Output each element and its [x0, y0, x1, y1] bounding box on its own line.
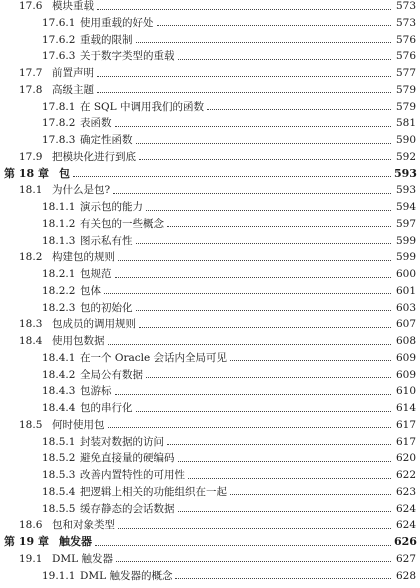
toc-entry-number: 18.2: [19, 251, 43, 264]
toc-entry-title: 把逻辑上相关的功能组织在一起: [80, 485, 227, 498]
toc-entry-page: 600: [395, 268, 416, 280]
toc-subsection-row: [0, 282, 420, 300]
toc-subsection-row: [0, 114, 420, 132]
dot-leader: [118, 260, 391, 261]
toc-entry-title: DML 触发器: [52, 552, 113, 565]
toc-chapter-row: [0, 533, 420, 551]
toc-entry-number: 18.3: [19, 318, 43, 331]
toc-entry-number: 18.5.1: [42, 435, 76, 448]
toc-entry-page: 593: [394, 166, 417, 180]
toc-subsection-row: [0, 47, 420, 65]
toc-subsection-row: [0, 31, 420, 49]
toc-entry-page: 576: [395, 33, 416, 46]
toc-entry-number: 19.1: [19, 552, 43, 565]
toc-entry-number: 17.6: [19, 0, 43, 12]
toc-entry-page: 620: [395, 452, 416, 465]
toc-subsection-row: [0, 466, 420, 484]
toc-entry-page: 622: [395, 469, 416, 481]
toc-entry-number: 18.2.3: [42, 301, 76, 314]
toc-entry-page: 624: [395, 502, 416, 515]
toc-entry-title: 包的串行化: [80, 402, 133, 414]
toc-entry-title: 包体: [80, 284, 101, 297]
dot-leader: [97, 9, 391, 10]
toc-entry-title: DML 触发器的概念: [80, 569, 173, 582]
dot-leader: [136, 143, 392, 144]
toc-entry-number: 18.1: [19, 184, 43, 197]
toc-entry-page: 599: [395, 251, 416, 264]
toc-entry-number: 17.6.3: [42, 50, 76, 63]
toc-entry-title: 有关包的一些概念: [80, 217, 164, 230]
toc-entry-title: 包: [59, 166, 70, 180]
dot-leader: [136, 310, 392, 311]
toc-entry-page: 617: [395, 435, 416, 448]
toc-entry-title: 模块重载: [52, 0, 94, 12]
dot-leader: [97, 76, 391, 77]
toc-subsection-row: [0, 131, 420, 149]
toc-subsection-row: [0, 98, 420, 116]
dot-leader: [167, 444, 391, 445]
toc-subsection-row: [0, 366, 420, 384]
toc-entry-page: 573: [395, 16, 416, 29]
toc-entry-title: 包的初始化: [80, 301, 133, 314]
toc-entry-page: 627: [395, 552, 416, 565]
dot-leader: [178, 461, 392, 462]
toc-entry-page: 573: [395, 0, 416, 12]
toc-entry-number: 18.5.5: [42, 502, 76, 515]
toc-entry-page: 597: [395, 217, 416, 230]
dot-leader: [104, 293, 391, 294]
dot-leader: [157, 25, 392, 26]
toc-entry-number: 18.1.1: [42, 201, 76, 213]
toc-entry-number: 17.8: [19, 83, 43, 96]
toc-entry-title: 在一个 Oracle 会话内全局可见: [80, 351, 228, 364]
toc-entry-title: 把模块化进行到底: [52, 150, 136, 163]
toc-entry-page: 624: [395, 519, 416, 532]
toc-entry-page: 607: [395, 318, 416, 331]
toc-entry-page: 628: [395, 569, 416, 582]
toc-entry-title: 包游标: [80, 385, 112, 398]
toc-chapter-row: [0, 165, 420, 183]
toc-entry-title: 改善内置特性的可用性: [80, 469, 185, 481]
toc-entry-title: 重载的限制: [80, 33, 133, 46]
toc-entry-page: 610: [395, 385, 416, 398]
toc-entry-page: 608: [395, 335, 416, 347]
dot-leader: [178, 59, 392, 60]
toc-entry-title: 使用包数据: [52, 335, 105, 347]
toc-entry-number: 18.4: [19, 335, 43, 347]
toc-entry-page: 623: [395, 485, 416, 498]
toc-entry-page: 592: [395, 150, 416, 163]
toc-entry-title: 前置声明: [52, 67, 94, 79]
toc-entry-number: 18.5: [19, 418, 43, 431]
toc-entry-title: 避免直接量的硬编码: [80, 452, 175, 465]
toc-section-row: [0, 315, 420, 333]
toc-entry-number: 18.1.3: [42, 234, 76, 247]
toc-subsection-row: [0, 500, 420, 518]
toc-section-row: [0, 0, 420, 15]
toc-entry-title: 高级主题: [52, 83, 94, 96]
dot-leader: [230, 360, 391, 361]
toc-section-row: [0, 416, 420, 434]
toc-subsection-row: [0, 299, 420, 317]
dot-leader: [136, 42, 392, 43]
toc-entry-number: 18.4.3: [42, 385, 76, 398]
toc-entry-number: 第 19 章: [4, 535, 49, 548]
dot-leader: [115, 126, 392, 127]
toc-entry-number: 第 18 章: [4, 166, 49, 180]
dot-leader: [230, 494, 391, 495]
toc-entry-page: 609: [395, 368, 416, 381]
dot-leader: [97, 92, 391, 93]
dot-leader: [146, 210, 391, 211]
toc-entry-title: 构建包的规则: [52, 251, 115, 264]
dot-leader: [116, 561, 391, 562]
toc-entry-number: 18.5.2: [42, 452, 76, 465]
dot-leader: [73, 176, 391, 177]
dot-leader: [95, 545, 391, 546]
toc-subsection-row: [0, 14, 420, 32]
toc-section-row: [0, 248, 420, 266]
toc-entry-number: 18.5.4: [42, 485, 76, 498]
toc-entry-title: 封装对数据的访问: [80, 435, 164, 448]
toc-entry-page: 579: [395, 100, 416, 113]
toc-entry-page: 609: [395, 351, 416, 364]
toc-subsection-row: [0, 433, 420, 451]
toc-entry-number: 17.8.3: [42, 134, 76, 146]
toc-subsection-row: [0, 232, 420, 250]
toc-entry-number: 19.1.1: [42, 569, 76, 582]
toc-entry-title: 包和对象类型: [52, 519, 115, 532]
toc-section-row: [0, 332, 420, 350]
toc-entry-number: 18.6: [19, 519, 43, 532]
toc-entry-number: 18.4.4: [42, 402, 76, 414]
toc-section-row: [0, 148, 420, 166]
toc-section-row: [0, 64, 420, 82]
toc-entry-number: 18.2.2: [42, 284, 76, 297]
toc-subsection-row: [0, 198, 420, 216]
toc-entry-number: 17.8.2: [42, 117, 76, 130]
toc-entry-number: 18.1.2: [42, 217, 76, 230]
toc-entry-title: 包规范: [80, 268, 112, 280]
toc-subsection-row: [0, 349, 420, 367]
toc-entry-page: 590: [395, 134, 416, 146]
toc-entry-page: 577: [395, 67, 416, 79]
toc-entry-page: 603: [395, 301, 416, 314]
dot-leader: [136, 243, 392, 244]
dot-leader: [175, 578, 391, 579]
toc-entry-number: 18.5.3: [42, 469, 76, 481]
toc-entry-number: 18.4.2: [42, 368, 76, 381]
toc-entry-number: 18.4.1: [42, 351, 76, 364]
toc-section-row: [0, 550, 420, 568]
dot-leader: [115, 394, 392, 395]
toc-subsection-row: [0, 215, 420, 233]
toc-subsection-row: [0, 399, 420, 417]
dot-leader: [188, 478, 391, 479]
toc-entry-page: 593: [395, 184, 416, 197]
toc-entry-title: 确定性函数: [80, 134, 133, 146]
toc-entry-title: 图示私有性: [80, 234, 133, 247]
toc-section-row: [0, 81, 420, 99]
dot-leader: [146, 377, 391, 378]
toc-entry-page: 581: [395, 117, 416, 130]
dot-leader: [139, 327, 391, 328]
dot-leader: [118, 528, 391, 529]
toc-entry-page: 614: [395, 402, 416, 414]
toc-subsection-row: [0, 265, 420, 283]
toc-entry-title: 何时使用包: [52, 418, 105, 431]
toc-subsection-row: [0, 382, 420, 400]
toc-subsection-row: [0, 567, 420, 585]
dot-leader: [167, 226, 391, 227]
toc-entry-title: 演示包的能力: [80, 201, 143, 213]
dot-leader: [207, 109, 391, 110]
dot-leader: [139, 159, 391, 160]
toc-entry-title: 全局公有数据: [80, 368, 143, 381]
toc-entry-page: 601: [395, 284, 416, 297]
dot-leader: [108, 344, 392, 345]
toc-entry-page: 594: [395, 201, 416, 213]
toc-entry-number: 17.8.1: [42, 100, 76, 113]
toc-entry-title: 在 SQL 中调用我们的函数: [80, 100, 204, 113]
toc-entry-title: 包成员的调用规则: [52, 318, 136, 331]
toc-entry-title: 触发器: [59, 535, 92, 548]
toc-subsection-row: [0, 449, 420, 467]
toc-entry-page: 617: [395, 418, 416, 431]
dot-leader: [113, 193, 391, 194]
toc-section-row: [0, 181, 420, 199]
toc-entry-number: 18.2.1: [42, 268, 76, 280]
dot-leader: [115, 277, 392, 278]
dot-leader: [178, 511, 392, 512]
toc-entry-number: 17.9: [19, 150, 43, 163]
toc-entry-page: 626: [394, 535, 417, 548]
toc-entry-page: 576: [395, 50, 416, 63]
toc-entry-page: 579: [395, 83, 416, 96]
toc-section-row: [0, 516, 420, 534]
toc-entry-title: 表函数: [80, 117, 112, 130]
toc-entry-title: 使用重载的好处: [80, 16, 154, 29]
toc-subsection-row: [0, 483, 420, 501]
toc-entry-number: 17.6.1: [42, 16, 76, 29]
toc-entry-title: 为什么是包?: [52, 184, 111, 197]
dot-leader: [108, 427, 392, 428]
toc-entry-number: 17.7: [19, 67, 43, 79]
toc-entry-number: 17.6.2: [42, 33, 76, 46]
toc-entry-page: 599: [395, 234, 416, 247]
toc-entry-title: 缓存静态的会话数据: [80, 502, 175, 515]
toc-entry-title: 关于数字类型的重载: [80, 50, 175, 63]
dot-leader: [136, 411, 392, 412]
